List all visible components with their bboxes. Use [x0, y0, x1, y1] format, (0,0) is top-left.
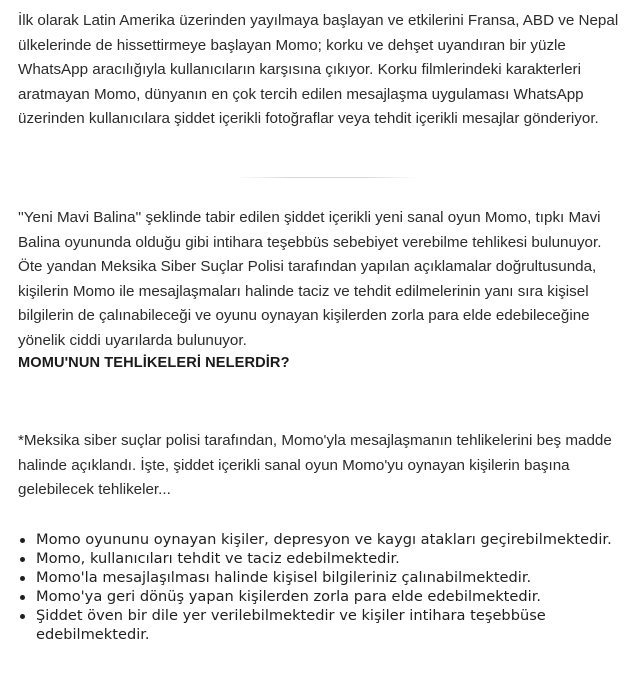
section-heading: MOMU'NUN TEHLİKELERİ NELERDİR?	[18, 355, 290, 371]
list-item: Momo'la mesajlaşılması halinde kişisel bilgileriniz çalınabilmektedir.	[36, 568, 636, 587]
article-paragraph-3: *Meksika siber suçlar polisi tarafından, Momo'yla mesajlaşmanın tehlikelerini beş madde halinde açıklandı. İşte, şiddet içerikli sanal oyun Momo'yu oynayan kişilerin başına gelebilecek tehlikeler...	[18, 432, 612, 498]
list-item: Momo, kullanıcıları tehdit ve taciz edebilmektedir.	[36, 549, 636, 568]
list-item: Şiddet öven bir dile yer verilebilmektedir ve kişiler intihara teşebbüse edebilmektedir.	[36, 606, 636, 644]
article-paragraph-2: ''Yeni Mavi Balina'' şeklinde tabir edilen şiddet içerikli yeni sanal oyun Momo, tıpkı Mavi Balina oyununda olduğu gibi intihara teşebbüs sebebiyet verebilme tehlikesi bulunuyor. Öte yandan Meksika Siber Suçlar Polisi tarafından yapılan açıklamalar doğrultusunda, kişilerin Momo ile mesajlaşmaları halinde taciz ve tehdit edilmelerinin yanı sıra kişisel bilgilerin de çalınabileceği ve oyunu oynayan kişilerden zorla para elde edebileceğine yönelik ciddi uyarılarda bulunuyor.	[18, 209, 602, 349]
list-item: Momo oyununu oynayan kişiler, depresyon ve kaygı atakları geçirebilmektedir.	[36, 530, 636, 549]
list-item: Momo'ya geri dönüş yapan kişilerden zorla para elde edebilmektedir.	[36, 587, 636, 606]
section-divider	[236, 177, 416, 178]
article-paragraph-1: İlk olarak Latin Amerika üzerinden yayılmaya başlayan ve etkilerini Fransa, ABD ve Nepal ülkelerinde de hissettirmeye başlayan Momo; korku ve dehşet uyandıran bir yüzle WhatsApp aracılığıyla kullanıcıların karşısına çıkıyor. Korku filmlerindeki karakterleri aratmayan Momo, dünyanın en çok tercih edilen mesajlaşma uygulaması WhatsApp üzerinden kullanıcılara şiddet içerikli fotoğraflar veya tehdit içerikli mesajlar gönderiyor.	[18, 12, 619, 127]
dangers-list	[18, 530, 636, 644]
